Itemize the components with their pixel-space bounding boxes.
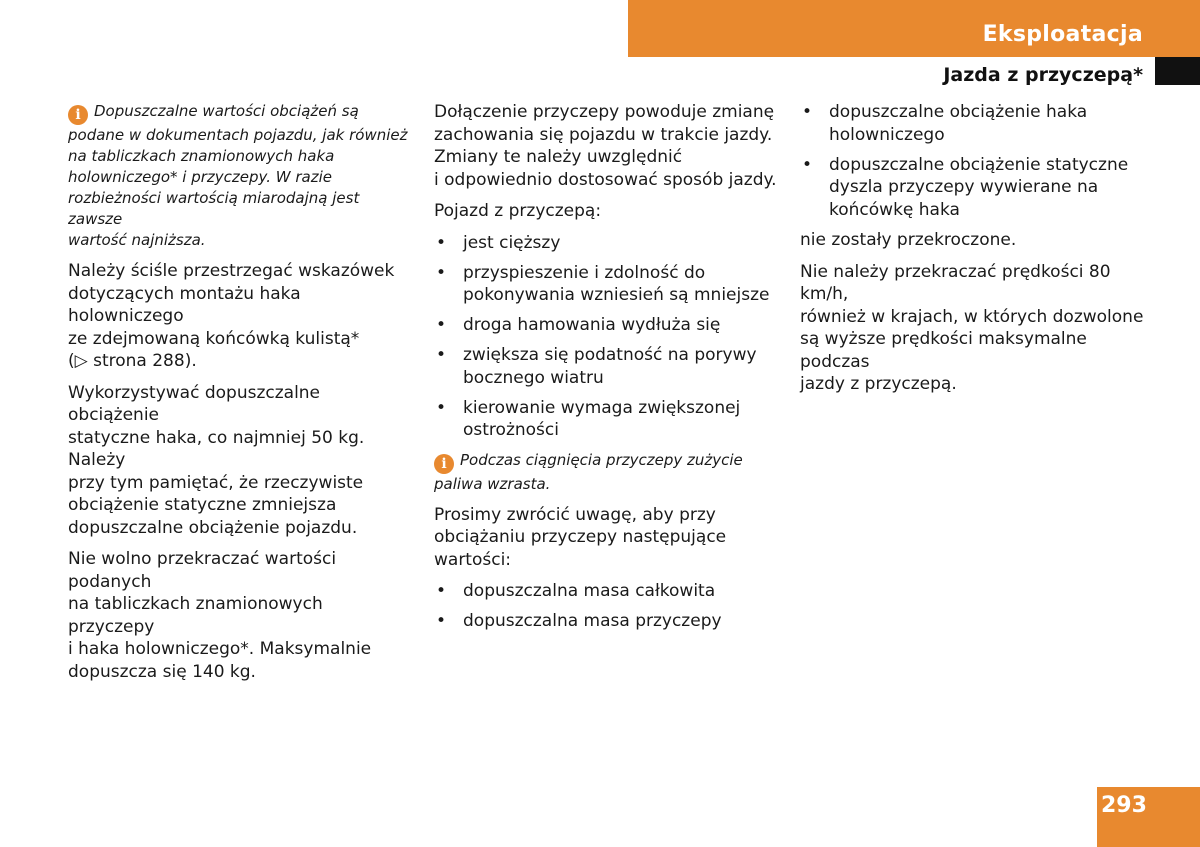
bullet-icon: • bbox=[802, 102, 813, 122]
list-item-text: kierowanie wymaga zwiększonej bbox=[463, 397, 741, 418]
note-line: wartość najniższa. bbox=[68, 231, 206, 249]
paragraph-line: wartości: bbox=[434, 549, 512, 570]
paragraph-line: Zmiany te należy uwzględnić bbox=[434, 147, 683, 167]
list-item-text: droga hamowania wydłuża się bbox=[463, 315, 721, 335]
list-item-text: holowniczego bbox=[829, 124, 945, 145]
paragraph-line: Należy ściśle przestrzegać wskazówek bbox=[68, 261, 395, 281]
paragraph-hitch-mounting bbox=[68, 260, 414, 373]
note-line: Dopuszczalne wartości obciążeń są bbox=[94, 102, 359, 120]
paragraph-line: ze zdejmowaną końcówką kulistą* bbox=[68, 328, 360, 349]
info-note bbox=[68, 101, 414, 251]
bullet-icon: • bbox=[436, 345, 447, 365]
paragraph-line: obciążaniu przyczepy następujące bbox=[434, 527, 727, 547]
paragraph-line: statyczne haka, co najmniej 50 kg. Należy bbox=[68, 427, 365, 470]
list-item-text: pokonywania wzniesień są mniejsze bbox=[463, 285, 770, 305]
paragraph-line: i haka holowniczego*. Maksymalnie bbox=[68, 639, 372, 659]
list-item bbox=[434, 262, 784, 307]
note-line: paliwa wzrasta. bbox=[434, 474, 551, 493]
list-item-text: zwiększa się podatność na porywy bbox=[463, 345, 757, 365]
paragraph-speed-limit bbox=[800, 261, 1150, 396]
list-item-text: przyspieszenie i zdolność do bbox=[463, 262, 706, 283]
bullet-list-effects bbox=[434, 232, 784, 442]
page-number: 293 bbox=[1101, 793, 1147, 818]
bullet-icon: • bbox=[436, 262, 447, 283]
bullet-icon: • bbox=[436, 581, 447, 601]
list-item-text: bocznego wiatru bbox=[463, 367, 604, 388]
paragraph-line: dotyczących montażu haka holowniczego bbox=[68, 283, 301, 326]
info-icon: i bbox=[434, 454, 454, 474]
list-item-text: dopuszczalne obciążenie haka bbox=[829, 102, 1088, 122]
list-item bbox=[434, 232, 784, 255]
paragraph-driving-behaviour bbox=[434, 101, 784, 191]
paragraph-line: Prosimy zwrócić uwagę, aby przy bbox=[434, 504, 716, 525]
list-item-text: jest cięższy bbox=[463, 232, 561, 253]
page-reference-link[interactable]: (▷ strona 288). bbox=[68, 351, 197, 371]
bullet-list-hitch-loads bbox=[800, 101, 1150, 221]
list-item bbox=[434, 397, 784, 442]
bullet-icon: • bbox=[436, 232, 447, 253]
section-title: Eksploatacja bbox=[982, 22, 1143, 47]
paragraph-line: zachowania się pojazdu w trakcie jazdy. bbox=[434, 124, 773, 145]
column-right bbox=[800, 101, 1150, 405]
column-left bbox=[68, 101, 414, 692]
list-item bbox=[800, 101, 1150, 146]
paragraph-line: Nie należy przekraczać prędkości 80 km/h, bbox=[800, 261, 1111, 304]
list-item-text: ostrożności bbox=[463, 420, 559, 440]
list-item-text: dyszla przyczepy wywierane na bbox=[829, 177, 1099, 197]
list-item bbox=[434, 344, 784, 389]
paragraph-line: na tabliczkach znamionowych przyczepy bbox=[68, 594, 323, 637]
column-middle bbox=[434, 101, 784, 641]
list-item-text: dopuszczalna masa przyczepy bbox=[463, 611, 722, 631]
list-item bbox=[800, 154, 1150, 222]
note-line: podane w dokumentach pojazdu, jak również bbox=[68, 126, 408, 144]
note-line: holowniczego* i przyczepy. W razie bbox=[68, 168, 333, 186]
paragraph-line: obciążenie statyczne zmniejsza bbox=[68, 495, 337, 515]
bullet-list-masses bbox=[434, 580, 784, 633]
list-item-text: dopuszczalne obciążenie statyczne bbox=[829, 154, 1129, 175]
paragraph-line: dopuszcza się 140 kg. bbox=[68, 661, 256, 682]
paragraph-line: przy tym pamiętać, że rzeczywiste bbox=[68, 472, 364, 493]
bullet-icon: • bbox=[802, 154, 813, 175]
paragraph-line: Nie wolno przekraczać wartości podanych bbox=[68, 549, 337, 592]
paragraph-load-values bbox=[434, 504, 784, 572]
list-item-text: końcówkę haka bbox=[829, 199, 960, 220]
paragraph-static-load bbox=[68, 382, 414, 540]
paragraph-line: również w krajach, w których dozwolone bbox=[800, 306, 1144, 327]
paragraph-max-values bbox=[68, 548, 414, 683]
bullet-icon: • bbox=[436, 611, 447, 631]
paragraph-line: jazdy z przyczepą. bbox=[800, 374, 957, 394]
info-note bbox=[434, 450, 784, 495]
bullet-icon: • bbox=[436, 315, 447, 335]
info-icon: i bbox=[68, 105, 88, 125]
paragraph-line: Dołączenie przyczepy powoduje zmianę bbox=[434, 102, 775, 122]
paragraph-line: i odpowiednio dostosować sposób jazdy. bbox=[434, 169, 777, 190]
paragraph-vehicle-with-trailer: Pojazd z przyczepą: bbox=[434, 201, 602, 221]
list-item bbox=[434, 580, 784, 603]
bullet-icon: • bbox=[436, 397, 447, 418]
paragraph-line: Wykorzystywać dopuszczalne obciążenie bbox=[68, 382, 321, 425]
list-item bbox=[434, 314, 784, 337]
subsection-title: Jazda z przyczepą* bbox=[943, 64, 1143, 86]
note-line: na tabliczkach znamionowych haka bbox=[68, 147, 335, 165]
paragraph-not-exceeded: nie zostały przekroczone. bbox=[800, 230, 1017, 250]
subsection-marker bbox=[1155, 57, 1200, 85]
list-item bbox=[434, 610, 784, 633]
note-line: Podczas ciągnięcia przyczepy zużycie bbox=[460, 450, 743, 469]
note-line: rozbieżności wartością miarodajną jest zawsze bbox=[68, 189, 360, 228]
paragraph-line: dopuszczalne obciążenie pojazdu. bbox=[68, 517, 358, 538]
paragraph-line: są wyższe prędkości maksymalne podczas bbox=[800, 329, 1087, 372]
list-item-text: dopuszczalna masa całkowita bbox=[463, 581, 716, 601]
